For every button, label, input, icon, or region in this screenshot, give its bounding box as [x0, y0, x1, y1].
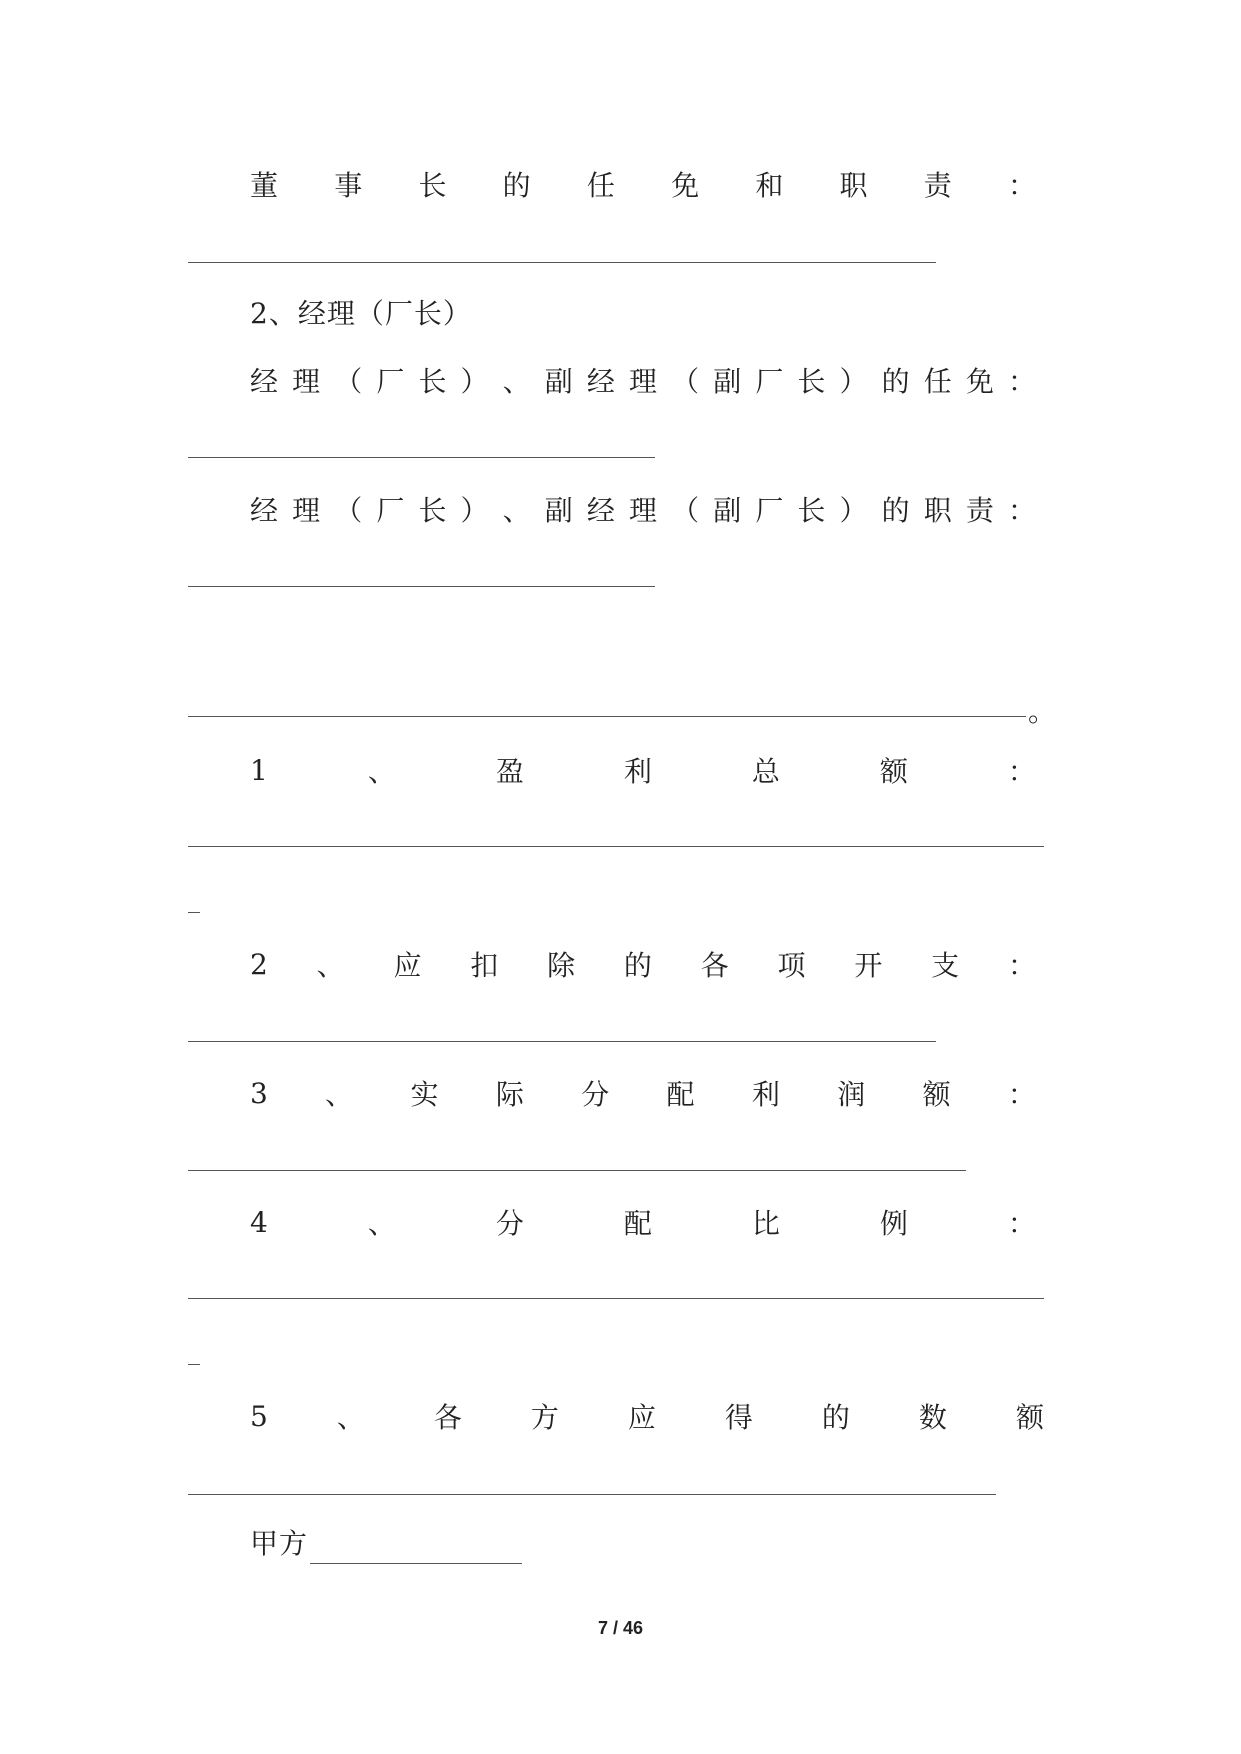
period-mark: 。 [1028, 695, 1057, 728]
justified-char: 副 [544, 494, 573, 527]
justified-char: 职 [839, 169, 868, 202]
justified-char: 免 [671, 169, 700, 202]
item-2-deductible-expenses [250, 944, 1036, 984]
justified-char: 开 [854, 949, 883, 982]
profit-distribution-blank-line [188, 716, 1026, 717]
justified-char: 责 [965, 494, 994, 527]
justified-char: 的 [881, 494, 910, 527]
justified-char: ： [1007, 494, 1036, 527]
justified-char: 责 [923, 169, 952, 202]
justified-char: 际 [495, 1078, 524, 1111]
item-5-amount-per-party [250, 1396, 1044, 1436]
party-a-signature [250, 1524, 522, 1564]
justified-char: 盈 [495, 755, 524, 788]
item-4-blank-line [188, 1298, 1044, 1299]
justified-char: 各 [700, 949, 729, 982]
justified-char: 各 [433, 1401, 462, 1434]
justified-char: 3 [250, 1076, 268, 1110]
justified-char: ： [1007, 1078, 1036, 1111]
justified-char: （ [334, 365, 363, 398]
justified-char: ： [1007, 365, 1036, 398]
justified-char: 理 [628, 365, 657, 398]
justified-char: 2 [250, 947, 268, 981]
justified-char: 数 [918, 1401, 947, 1434]
justified-char: 和 [755, 169, 784, 202]
justified-char: 总 [751, 755, 780, 788]
justified-char: 厂 [755, 365, 784, 398]
justified-char: ： [1007, 1207, 1036, 1240]
justified-char: 除 [547, 949, 576, 982]
item-4-distribution-ratio [250, 1202, 1036, 1242]
justified-char: 例 [879, 1207, 908, 1240]
item-3-blank-line [188, 1170, 966, 1171]
item-3-actual-distributed-profit [250, 1073, 1036, 1113]
justified-char: 分 [581, 1078, 610, 1111]
justified-char: 应 [393, 949, 422, 982]
justified-char: 、 [336, 1401, 365, 1434]
justified-char: 职 [923, 494, 952, 527]
justified-char: 经 [586, 365, 615, 398]
justified-char: ） [460, 494, 489, 527]
justified-char: 5 [250, 1399, 268, 1433]
justified-char: 、 [502, 365, 531, 398]
justified-char: 、 [316, 949, 345, 982]
justified-char: 应 [627, 1401, 656, 1434]
justified-char: 配 [666, 1078, 695, 1111]
justified-char: ） [839, 365, 868, 398]
justified-char: 的 [821, 1401, 850, 1434]
justified-char: 副 [713, 365, 742, 398]
justified-char: 理 [292, 494, 321, 527]
item-4-blank-continuation [188, 1364, 200, 1365]
justified-char: 方 [530, 1401, 559, 1434]
justified-char: 经 [250, 365, 279, 398]
chairman-appointment-line [250, 164, 1036, 204]
justified-char: 额 [879, 755, 908, 788]
justified-char: 的 [881, 365, 910, 398]
justified-char: 额 [922, 1078, 951, 1111]
justified-char: （ [671, 494, 700, 527]
justified-char: 、 [325, 1078, 354, 1111]
justified-char: 长 [797, 494, 826, 527]
justified-char: 理 [628, 494, 657, 527]
justified-char: ： [1007, 755, 1036, 788]
justified-char: 4 [250, 1205, 268, 1239]
party-a-label: 甲方 [250, 1527, 309, 1560]
justified-char: 、 [502, 494, 531, 527]
item-5-blank-line [188, 1494, 996, 1495]
item-1-blank-line [188, 846, 1044, 847]
justified-char: 任 [586, 169, 615, 202]
manager-appointment-blank-line [188, 457, 655, 458]
justified-char: 、 [367, 755, 396, 788]
justified-char: 免 [965, 365, 994, 398]
justified-char: 董 [250, 169, 279, 202]
manager-duty-line [250, 489, 1036, 529]
justified-char: 厂 [376, 365, 405, 398]
justified-char: 任 [923, 365, 952, 398]
justified-char: 长 [418, 169, 447, 202]
justified-char: 理 [292, 365, 321, 398]
justified-char: 、 [367, 1207, 396, 1240]
justified-char: 长 [797, 365, 826, 398]
justified-char: 副 [713, 494, 742, 527]
justified-char: 厂 [376, 494, 405, 527]
justified-char: 经 [586, 494, 615, 527]
justified-char: 实 [410, 1078, 439, 1111]
justified-char: 比 [751, 1207, 780, 1240]
manager-duty-blank-line [188, 586, 655, 587]
item-2-blank-line [188, 1041, 936, 1042]
justified-char: 得 [724, 1401, 753, 1434]
section-2-heading: 2、经理（厂长） [250, 297, 472, 330]
justified-char: （ [671, 365, 700, 398]
justified-char: 润 [837, 1078, 866, 1111]
item-1-total-profit [250, 750, 1036, 790]
justified-char: 副 [544, 365, 573, 398]
justified-char: 事 [334, 169, 363, 202]
item-1-blank-continuation [188, 912, 200, 913]
justified-char: 配 [623, 1207, 652, 1240]
justified-char: ） [839, 494, 868, 527]
justified-char: 经 [250, 494, 279, 527]
justified-char: 利 [751, 1078, 780, 1111]
justified-char: 长 [418, 365, 447, 398]
justified-char: 额 [1015, 1401, 1044, 1434]
manager-appointment-line [250, 360, 1036, 400]
party-a-blank [310, 1533, 522, 1564]
justified-char: ： [1007, 169, 1036, 202]
justified-char: 长 [418, 494, 447, 527]
justified-char: ） [460, 365, 489, 398]
justified-char: 的 [502, 169, 531, 202]
justified-char: 分 [495, 1207, 524, 1240]
justified-char: 的 [623, 949, 652, 982]
justified-char: 支 [931, 949, 960, 982]
justified-char: 扣 [470, 949, 499, 982]
page-number: 7 / 46 [597, 1618, 644, 1638]
justified-char: 利 [623, 755, 652, 788]
chairman-blank-line [188, 262, 936, 263]
justified-char: （ [334, 494, 363, 527]
justified-char: ： [1007, 949, 1036, 982]
justified-char: 1 [250, 753, 268, 787]
justified-char: 项 [777, 949, 806, 982]
justified-char: 厂 [755, 494, 784, 527]
